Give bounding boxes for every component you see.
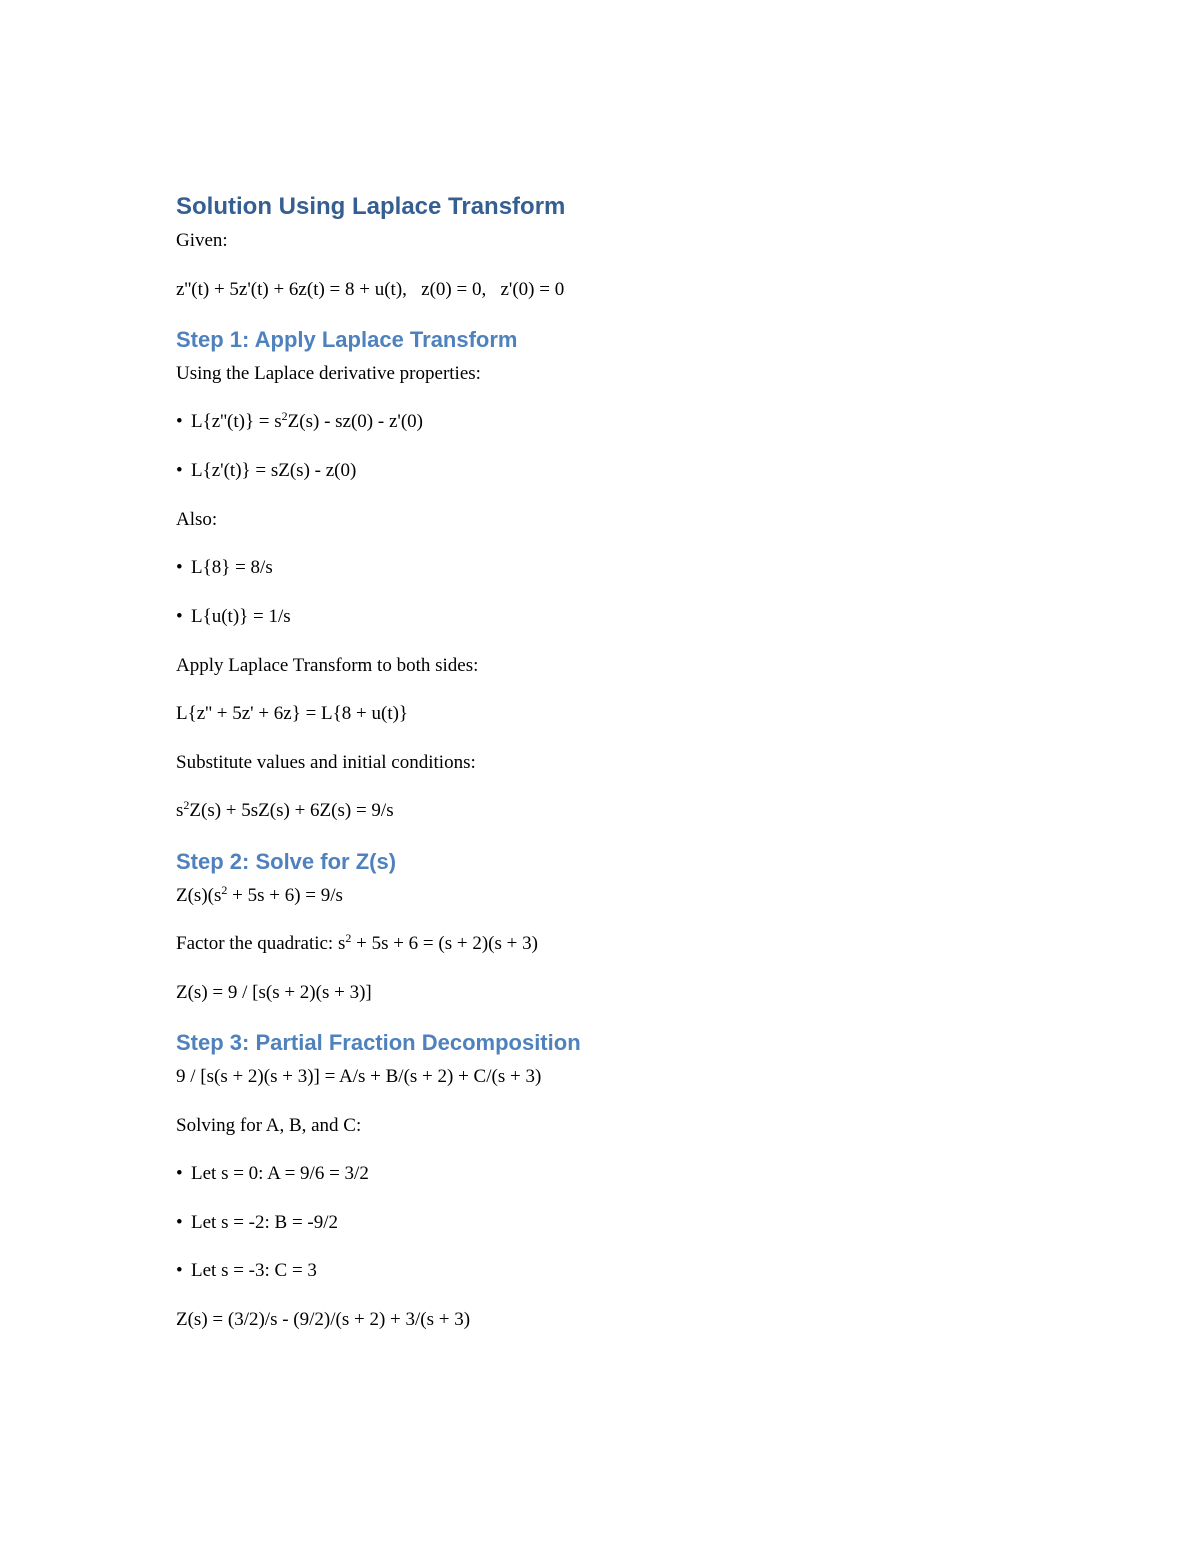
text-part: Factor the quadratic: s — [176, 933, 346, 954]
equation-part: s — [176, 800, 184, 821]
given-label: Given: — [176, 230, 228, 251]
equation-part: + 5s + 6) = 9/s — [227, 885, 343, 906]
bullet-marker: • — [176, 411, 183, 432]
bullet-text: Let s = -2: B = -9/2 — [191, 1212, 339, 1233]
step3-equation-1: 9 / [s(s + 2)(s + 3)] = A/s + B/(s + 2) + C/(s + 3) — [176, 1066, 542, 1087]
bullet-text: Let s = 0: A = 9/6 = 3/2 — [191, 1163, 369, 1184]
step3-bullet-2 — [176, 1211, 338, 1235]
equation-part: Z(s)(s — [176, 885, 222, 906]
step2-heading: Step 2: Solve for Z(s) — [176, 849, 397, 874]
step1-also: Also: — [176, 509, 218, 530]
superscript: 2 — [183, 798, 190, 812]
bullet-text-part: L{z''(t)} = s — [191, 411, 282, 432]
bullet-text: L{8} = 8/s — [191, 557, 273, 578]
given-equation: z''(t) + 5z'(t) + 6z(t) = 8 + u(t), z(0) = 0, z'(0) = 0 — [176, 279, 565, 300]
step2-equation-1 — [176, 884, 343, 908]
bullet-marker: • — [176, 1163, 183, 1184]
step3-solving: Solving for A, B, and C: — [176, 1115, 362, 1136]
step3-heading: Step 3: Partial Fraction Decomposition — [176, 1030, 581, 1055]
bullet-marker: • — [176, 606, 183, 627]
step1-equation-1: L{z'' + 5z' + 6z} = L{8 + u(t)} — [176, 703, 409, 724]
step1-substitute: Substitute values and initial conditions: — [176, 752, 476, 773]
step1-bullet-1 — [176, 410, 423, 434]
step1-bullet-3 — [176, 556, 273, 580]
superscript: 2 — [345, 931, 352, 945]
bullet-marker: • — [176, 1212, 183, 1233]
step3-bullet-3 — [176, 1259, 317, 1283]
step1-intro: Using the Laplace derivative properties: — [176, 363, 481, 384]
step3-result: Z(s) = (3/2)/s - (9/2)/(s + 2) + 3/(s + 3) — [176, 1309, 471, 1330]
step1-equation-2 — [176, 799, 394, 823]
equation-part: Z(s) + 5sZ(s) + 6Z(s) = 9/s — [189, 800, 394, 821]
superscript: 2 — [221, 883, 228, 897]
bullet-text: L{z'(t)} = sZ(s) - z(0) — [191, 460, 357, 481]
bullet-text-part: Z(s) - sz(0) - z'(0) — [287, 411, 423, 432]
bullet-text: L{u(t)} = 1/s — [191, 606, 291, 627]
step2-factor — [176, 932, 538, 956]
bullet-marker: • — [176, 1260, 183, 1281]
step1-bullet-4 — [176, 605, 291, 629]
superscript: 2 — [281, 409, 288, 423]
document-title: Solution Using Laplace Transform — [176, 193, 566, 220]
bullet-marker: • — [176, 460, 183, 481]
step2-equation-2: Z(s) = 9 / [s(s + 2)(s + 3)] — [176, 982, 372, 1003]
step1-apply-both: Apply Laplace Transform to both sides: — [176, 655, 479, 676]
bullet-marker: • — [176, 557, 183, 578]
step1-heading: Step 1: Apply Laplace Transform — [176, 327, 518, 352]
text-part: + 5s + 6 = (s + 2)(s + 3) — [351, 933, 538, 954]
step1-bullet-2 — [176, 459, 356, 483]
bullet-text: Let s = -3: C = 3 — [191, 1260, 317, 1281]
step3-bullet-1 — [176, 1162, 369, 1186]
